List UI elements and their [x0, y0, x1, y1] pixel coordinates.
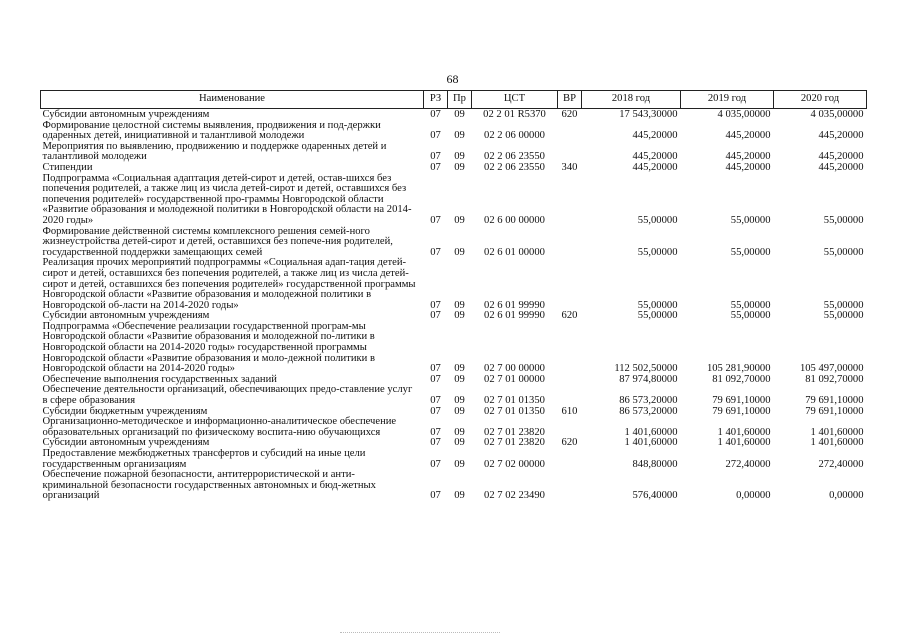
header-2020: 2020 год — [774, 91, 867, 109]
row-2018-cell: 1 401,60000 — [624, 426, 678, 438]
row-2019-cell: 79 691,10000 — [712, 405, 771, 417]
row-name-cell: Организационно-методическое и информационно-аналитическое обеспечение образовательных организаций по физическому воспита-нию обучающихся — [42, 416, 397, 438]
row-2018-cell: 445,20000 — [632, 151, 678, 163]
table-header-row — [41, 91, 867, 109]
row-vr-cell — [558, 322, 582, 375]
table-body — [41, 109, 867, 502]
row-rz-cell: 07 — [430, 130, 441, 142]
row-vr-cell — [558, 227, 582, 259]
row-vr-cell — [558, 174, 582, 227]
row-pr-cell: 09 — [454, 426, 465, 438]
table-row — [41, 258, 867, 311]
row-2019-cell: 4 035,00000 — [717, 109, 771, 120]
table-row — [41, 449, 867, 470]
row-name-cell: Стипендии — [42, 161, 93, 173]
row-2018-cell: 112 502,50000 — [614, 363, 678, 375]
row-rz-cell: 07 — [430, 426, 441, 438]
row-2018-cell: 55,00000 — [637, 299, 678, 311]
row-rz-cell: 07 — [430, 161, 441, 173]
row-cst-cell: 02 2 06 23550 — [484, 151, 545, 163]
header-vr: ВР — [558, 91, 582, 109]
row-2019-cell: 55,00000 — [730, 299, 771, 311]
row-pr-cell: 09 — [454, 373, 465, 385]
row-name-cell: Мероприятия по выявлению, продвижению и поддержке одаренных детей и талантливой молодежи — [42, 140, 387, 163]
row-2018-cell: 55,00000 — [637, 246, 678, 258]
row-cst-cell: 02 7 01 01350 — [484, 405, 545, 417]
row-2020-cell: 1 401,60000 — [810, 437, 864, 449]
row-rz-cell: 07 — [430, 246, 441, 258]
row-2018-cell: 87 974,80000 — [619, 373, 678, 385]
row-pr-cell: 09 — [454, 299, 465, 311]
row-2020-cell: 1 401,60000 — [810, 426, 864, 438]
row-2019-cell: 105 281,90000 — [706, 363, 771, 375]
row-2019-cell: 445,20000 — [725, 151, 771, 163]
header-name: Наименование — [41, 91, 424, 109]
row-pr-cell: 09 — [454, 109, 465, 120]
row-rz-cell: 07 — [430, 395, 441, 407]
row-2020-cell: 445,20000 — [818, 151, 864, 163]
row-rz-cell: 07 — [430, 363, 441, 375]
row-2019-cell: 445,20000 — [725, 130, 771, 142]
row-2018-cell: 1 401,60000 — [624, 437, 678, 449]
row-name-cell: Субсидии автономным учреждениям — [42, 109, 210, 120]
row-name-cell: Предоставление межбюджетных трансфертов и субсидий на иные цели государственным организациям — [42, 448, 366, 470]
row-rz-cell: 07 — [430, 405, 441, 417]
row-name-cell: Формирование действенной системы комплексного решения семей-ного жизнеустройства детей-сирот и детей, оставшихся без попече-ния родителей, государственной поддержки замещающих семей — [42, 225, 393, 258]
table-row — [41, 109, 867, 121]
row-name-cell: Субсидии автономным учреждениям — [42, 310, 210, 322]
row-name-cell: Обеспечение деятельности организаций, обеспечивающих предо-ставление услуг в сфере образования — [42, 384, 413, 407]
table-row — [41, 470, 867, 502]
header-2019: 2019 год — [681, 91, 774, 109]
row-rz-cell: 07 — [430, 310, 441, 322]
table-row — [41, 385, 867, 406]
row-vr-cell: 620 — [561, 109, 578, 120]
row-rz-cell: 07 — [430, 109, 441, 120]
row-cst-cell: 02 2 06 23550 — [484, 161, 545, 173]
row-2019-cell: 81 092,70000 — [712, 373, 771, 385]
row-2018-cell: 445,20000 — [632, 161, 678, 173]
row-pr-cell: 09 — [454, 395, 465, 407]
row-2019-cell: 1 401,60000 — [717, 426, 771, 438]
table-row — [41, 142, 867, 163]
row-2020-cell: 79 691,10000 — [805, 405, 864, 417]
row-rz-cell: 07 — [430, 151, 441, 163]
row-2020-cell: 272,40000 — [818, 458, 864, 470]
table-row — [41, 174, 867, 227]
header-pr: Пр — [448, 91, 472, 109]
row-2019-cell: 0,00000 — [736, 490, 771, 502]
budget-table — [40, 90, 867, 502]
row-vr-cell — [558, 449, 582, 470]
row-name-cell: Обеспечение пожарной безопасности, антитеррористической и анти-криминальной безопасности государственных автономных и бюд-жетных организаций — [42, 469, 376, 502]
row-rz-cell: 07 — [430, 299, 441, 311]
row-cst-cell: 02 6 01 00000 — [484, 246, 545, 258]
row-pr-cell: 09 — [454, 458, 465, 470]
row-cst-cell: 02 7 02 23490 — [484, 490, 545, 502]
row-name-cell: Субсидии бюджетным учреждениям — [42, 405, 208, 417]
page-number: 68 — [446, 72, 459, 86]
row-vr-cell — [558, 385, 582, 406]
row-pr-cell: 09 — [454, 437, 465, 449]
row-cst-cell: 02 2 06 00000 — [484, 130, 545, 142]
row-name-cell: Субсидии автономным учреждениям — [42, 437, 210, 449]
row-2018-cell: 86 573,20000 — [619, 395, 678, 407]
row-2019-cell: 55,00000 — [730, 214, 771, 226]
row-pr-cell: 09 — [454, 151, 465, 163]
table-row — [41, 322, 867, 375]
row-cst-cell: 02 2 01 R5370 — [483, 109, 546, 120]
row-rz-cell: 07 — [430, 373, 441, 385]
row-name-cell: Реализация прочих мероприятий подпрограммы «Социальная адап-тация детей-сирот и детей, оставшихся без попечения родителей, а также лиц из числа детей-сирот и детей, оставшихся без попечения родителей» государственной программы Новгородской области «Развитие образования и молодежной политики в Новгородской об-ласти на 2014-2020 годы» — [42, 257, 416, 311]
table-row — [41, 417, 867, 438]
row-2020-cell: 4 035,00000 — [810, 109, 864, 120]
row-cst-cell: 02 6 01 99990 — [484, 310, 545, 322]
row-pr-cell: 09 — [454, 130, 465, 142]
row-cst-cell: 02 7 01 23820 — [484, 426, 545, 438]
row-name-cell: Подпрограмма «Социальная адаптация детей-сирот и детей, остав-шихся без попечения родителей, а также лиц из числа детей-сирот и детей, оставшихся без попечения родителей» государственной про-граммы Новгородской области «Развитие образования и молодежной политики в Новгородской области на 2014-2020 годы» — [42, 172, 412, 226]
row-2020-cell: 55,00000 — [823, 214, 864, 226]
row-rz-cell: 07 — [430, 437, 441, 449]
row-name-cell: Подпрограмма «Обеспечение реализации государственной програм-мы Новгородской области «Развитие образования и молодежной по-литики в Новгородской области на 2014-2020 годы» государственной программы Новгородской области «Развитие образования и моло-дежной политики в Новгородской области на 2014-2020 годы» — [42, 320, 375, 375]
row-vr-cell — [558, 142, 582, 163]
row-pr-cell: 09 — [454, 405, 465, 417]
scan-smudge — [340, 632, 500, 636]
row-vr-cell — [558, 470, 582, 502]
row-vr-cell — [558, 121, 582, 142]
row-vr-cell: 610 — [561, 405, 578, 417]
row-2019-cell: 1 401,60000 — [717, 437, 771, 449]
row-vr-cell: 340 — [561, 161, 578, 173]
row-2018-cell: 55,00000 — [637, 310, 678, 322]
row-cst-cell: 02 7 01 01350 — [484, 395, 545, 407]
row-2020-cell: 55,00000 — [823, 299, 864, 311]
row-vr-cell — [558, 417, 582, 438]
row-2020-cell: 445,20000 — [818, 161, 864, 173]
row-rz-cell: 07 — [430, 214, 441, 226]
row-vr-cell: 620 — [561, 310, 578, 322]
row-2018-cell: 848,80000 — [632, 458, 678, 470]
row-name-cell: Обеспечение выполнения государственных заданий — [42, 373, 277, 385]
row-cst-cell: 02 6 01 99990 — [484, 299, 545, 311]
row-pr-cell: 09 — [454, 490, 465, 502]
table-row — [41, 163, 867, 174]
row-pr-cell: 09 — [454, 161, 465, 173]
row-cst-cell: 02 6 00 00000 — [484, 214, 545, 226]
row-2019-cell: 445,20000 — [725, 161, 771, 173]
row-pr-cell: 09 — [454, 214, 465, 226]
header-rz: РЗ — [424, 91, 448, 109]
row-cst-cell: 02 7 00 00000 — [484, 363, 545, 375]
row-2018-cell: 576,40000 — [632, 490, 678, 502]
row-2018-cell: 17 543,30000 — [619, 109, 678, 120]
row-2020-cell: 105 497,00000 — [799, 363, 864, 375]
row-2018-cell: 86 573,20000 — [619, 405, 678, 417]
row-2020-cell: 445,20000 — [818, 130, 864, 142]
row-pr-cell: 09 — [454, 310, 465, 322]
row-vr-cell — [558, 258, 582, 311]
row-vr-cell — [558, 375, 582, 386]
header-2018: 2018 год — [582, 91, 681, 109]
row-vr-cell: 620 — [561, 437, 578, 449]
row-2019-cell: 272,40000 — [725, 458, 771, 470]
row-rz-cell: 07 — [430, 490, 441, 502]
row-pr-cell: 09 — [454, 246, 465, 258]
row-2020-cell: 55,00000 — [823, 310, 864, 322]
row-2019-cell: 79 691,10000 — [712, 395, 771, 407]
row-2020-cell: 55,00000 — [823, 246, 864, 258]
row-2018-cell: 445,20000 — [632, 130, 678, 142]
row-2020-cell: 81 092,70000 — [805, 373, 864, 385]
row-2019-cell: 55,00000 — [730, 310, 771, 322]
row-cst-cell: 02 7 01 00000 — [484, 373, 545, 385]
table-row — [41, 121, 867, 142]
row-cst-cell: 02 7 01 23820 — [484, 437, 545, 449]
table-row — [41, 227, 867, 259]
row-2020-cell: 79 691,10000 — [805, 395, 864, 407]
row-2018-cell: 55,00000 — [637, 214, 678, 226]
row-pr-cell: 09 — [454, 363, 465, 375]
row-rz-cell: 07 — [430, 458, 441, 470]
row-2020-cell: 0,00000 — [829, 490, 864, 502]
row-name-cell: Формирование целостной системы выявления, продвижения и под-держки одаренных детей, инициативной и талантливой молодежи — [42, 119, 381, 142]
row-cst-cell: 02 7 02 00000 — [484, 458, 545, 470]
row-2019-cell: 55,00000 — [730, 246, 771, 258]
header-cst: ЦСТ — [472, 91, 558, 109]
